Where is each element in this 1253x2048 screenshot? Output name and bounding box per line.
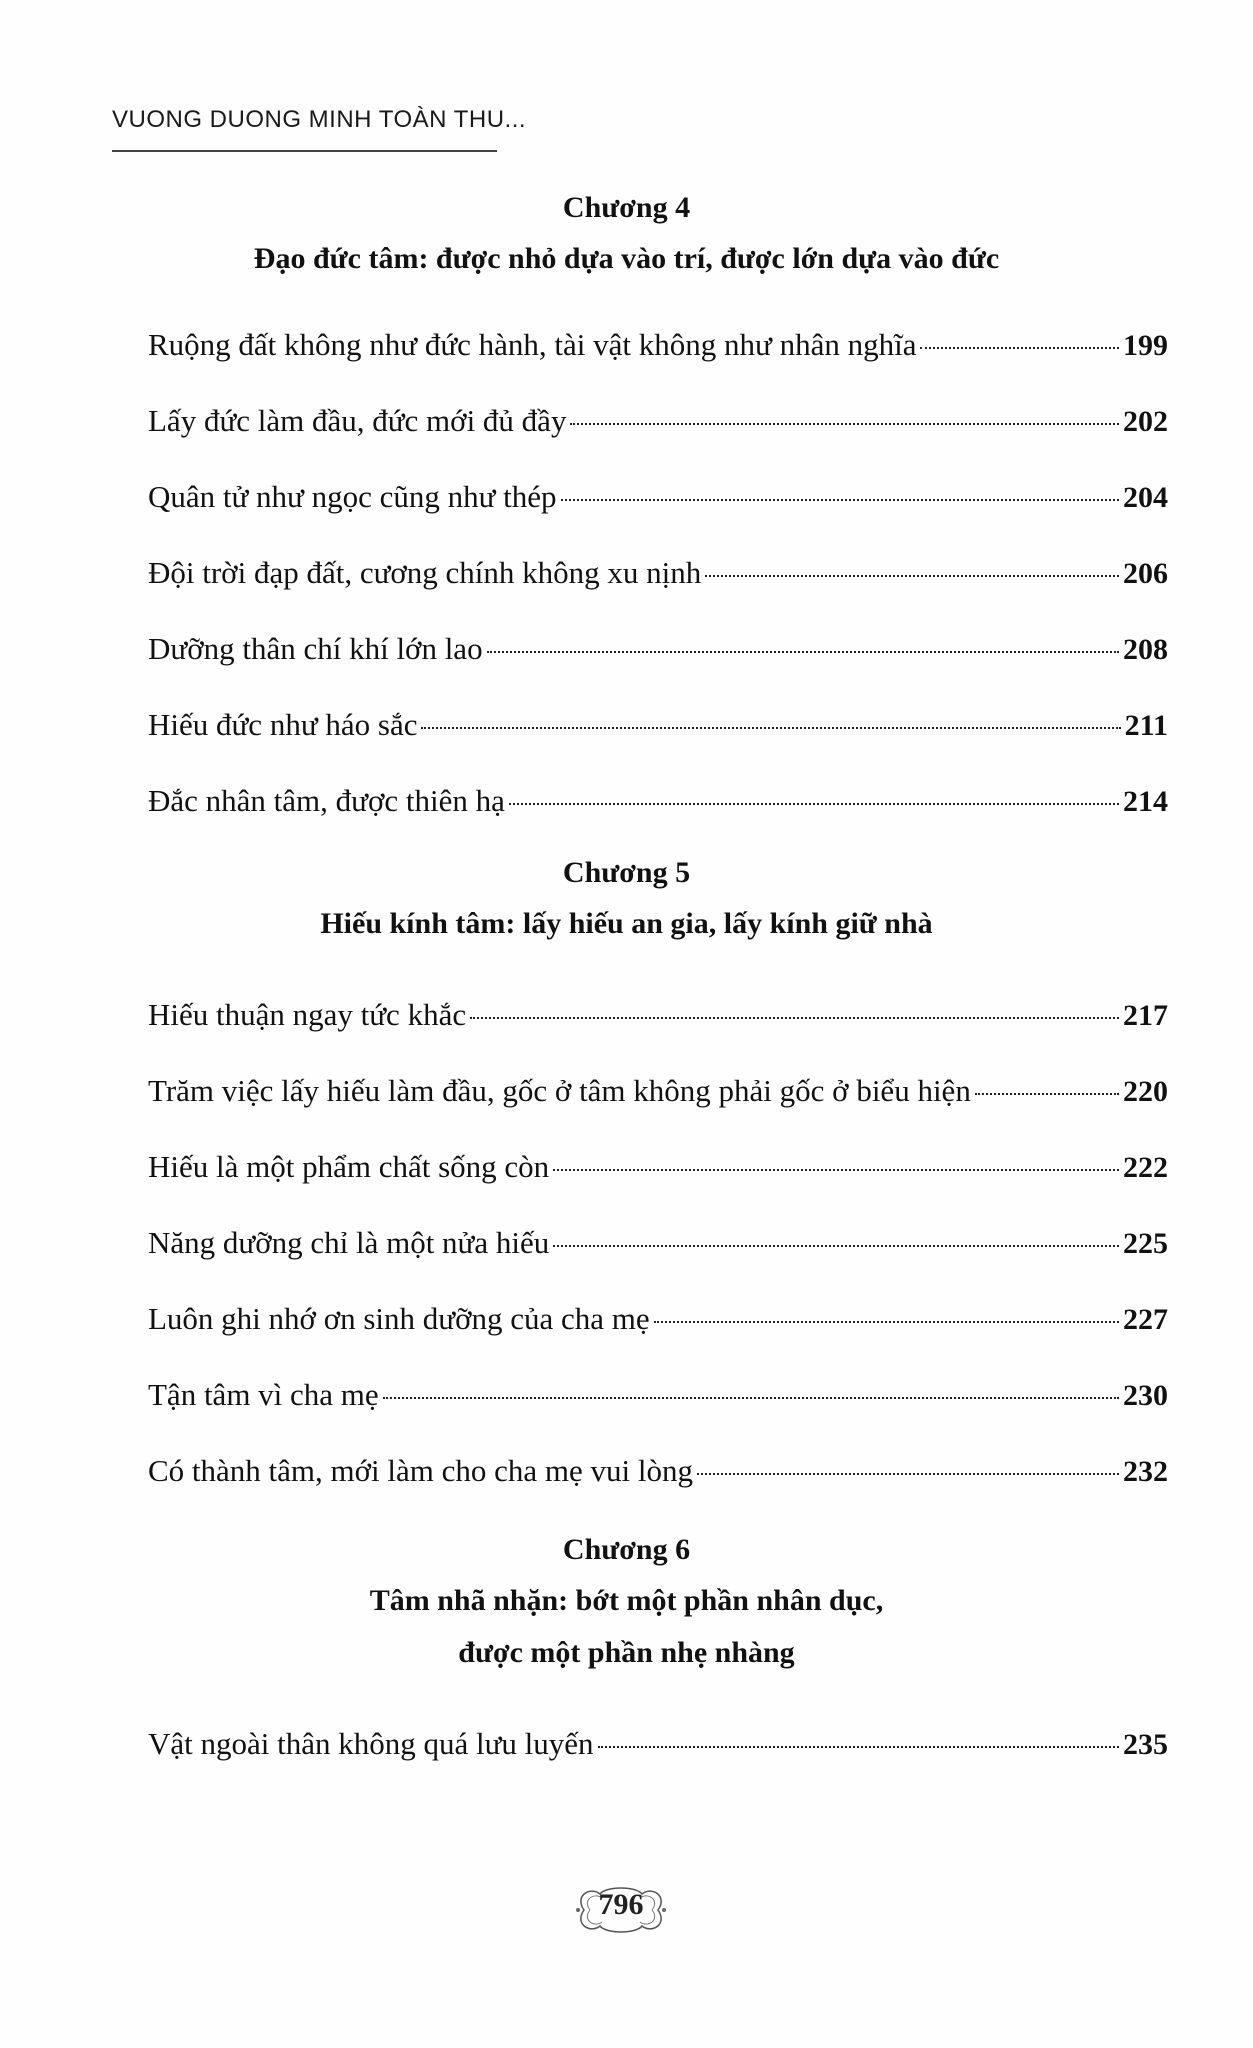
- toc-entry-title: Ruộng đất không như đức hành, tài vật không như nhân nghĩa: [148, 327, 917, 362]
- toc-entry-title: Hiếu đức như háo sắc: [148, 707, 418, 742]
- dot-leader: [975, 1093, 1119, 1095]
- chapter-number: Chương 5: [562, 856, 691, 889]
- toc-entry-title: Có thành tâm, mới làm cho cha mẹ vui lòng: [148, 1453, 694, 1488]
- dot-leader: [421, 727, 1120, 729]
- dot-leader: [697, 1473, 1119, 1475]
- toc-entry-title: Tận tâm vì cha mẹ: [148, 1377, 379, 1412]
- toc-entry[interactable]: [148, 315, 1168, 391]
- dot-leader: [920, 347, 1119, 349]
- dot-leader: [487, 651, 1119, 653]
- chapter-5-entries: [148, 985, 1168, 1517]
- toc-entry-title: Trăm việc lấy hiếu làm đầu, gốc ở tâm không phải gốc ở biểu hiện: [148, 1073, 971, 1108]
- dot-leader: [553, 1169, 1119, 1171]
- chapter-title-continued: được một phần nhẹ nhàng: [458, 1636, 795, 1669]
- toc-entry-page: 208: [1123, 633, 1168, 666]
- toc-entry-title: Vật ngoài thân không quá lưu luyến: [148, 1726, 594, 1761]
- chapter-6-entries: [148, 1714, 1168, 1790]
- toc-entry-page: 232: [1123, 1455, 1168, 1488]
- toc-entry[interactable]: [148, 985, 1168, 1061]
- toc-entry-title: Lấy đức làm đầu, đức mới đủ đầy: [148, 403, 567, 438]
- toc-entry[interactable]: [148, 391, 1168, 467]
- toc-entry[interactable]: [148, 543, 1168, 619]
- toc-entry-page: 199: [1123, 329, 1168, 362]
- toc-entry-page: 227: [1123, 1303, 1168, 1336]
- dot-leader: [509, 803, 1119, 805]
- chapter-number: Chương 6: [562, 1533, 691, 1566]
- toc-entry-page: 220: [1123, 1075, 1168, 1108]
- chapter-6-heading: [0, 1525, 1253, 1679]
- toc-entry[interactable]: [148, 771, 1168, 847]
- toc-entry[interactable]: [148, 619, 1168, 695]
- toc-entry-title: Năng dưỡng chỉ là một nửa hiếu: [148, 1225, 550, 1260]
- toc-entry-page: 204: [1123, 481, 1168, 514]
- toc-entry-page: 235: [1123, 1728, 1168, 1761]
- chapter-title: Hiếu kính tâm: lấy hiếu an gia, lấy kính giữ nhà: [320, 907, 933, 940]
- chapter-title: Đạo đức tâm: được nhỏ dựa vào trí, được lớn dựa vào đức: [253, 242, 1000, 275]
- dot-leader: [553, 1245, 1119, 1247]
- chapter-number: Chương 4: [562, 191, 691, 224]
- running-header: VUONG DUONG MINH TOÀN THU...: [112, 106, 527, 133]
- toc-entry-title: Hiếu là một phẩm chất sống còn: [148, 1149, 550, 1184]
- toc-entry[interactable]: [148, 1441, 1168, 1517]
- page-number-folio: [566, 1882, 676, 1938]
- toc-entry[interactable]: [148, 1289, 1168, 1365]
- toc-entry-title: Luôn ghi nhớ ơn sinh dưỡng của cha mẹ: [148, 1301, 650, 1336]
- toc-entry[interactable]: [148, 1714, 1168, 1790]
- dot-leader: [598, 1746, 1119, 1748]
- toc-entry-title: Đội trời đạp đất, cương chính không xu nịnh: [148, 555, 702, 590]
- toc-entry[interactable]: [148, 467, 1168, 543]
- dot-leader: [383, 1397, 1119, 1399]
- chapter-5-heading: [0, 848, 1253, 950]
- toc-entry-page: 211: [1124, 709, 1168, 742]
- chapter-4-entries: [148, 315, 1168, 847]
- toc-entry-page: 217: [1123, 999, 1168, 1032]
- chapter-title: Tâm nhã nhặn: bớt một phần nhân dục,: [369, 1584, 884, 1617]
- toc-entry-title: Đắc nhân tâm, được thiên hạ: [148, 783, 505, 818]
- toc-entry-page: 230: [1123, 1379, 1168, 1412]
- toc-entry-title: Dưỡng thân chí khí lớn lao: [148, 631, 483, 666]
- toc-entry-page: 202: [1123, 405, 1168, 438]
- toc-entry-title: Quân tử như ngọc cũng như thép: [148, 479, 557, 514]
- dot-leader: [561, 499, 1119, 501]
- chapter-4-heading: [0, 183, 1253, 285]
- page-number: 796: [598, 1888, 644, 1921]
- toc-entry[interactable]: [148, 1137, 1168, 1213]
- toc-entry[interactable]: [148, 1213, 1168, 1289]
- dot-leader: [470, 1017, 1119, 1019]
- toc-entry-page: 222: [1123, 1151, 1168, 1184]
- dot-leader: [570, 423, 1119, 425]
- toc-entry-page: 206: [1123, 557, 1168, 590]
- toc-entry-page: 214: [1123, 785, 1168, 818]
- toc-entry-title: Hiếu thuận ngay tức khắc: [148, 997, 467, 1032]
- dot-leader: [705, 575, 1119, 577]
- header-rule: [112, 150, 497, 152]
- toc-entry[interactable]: [148, 1365, 1168, 1441]
- toc-entry[interactable]: [148, 1061, 1168, 1137]
- toc-entry-page: 225: [1123, 1227, 1168, 1260]
- toc-entry[interactable]: [148, 695, 1168, 771]
- dot-leader: [654, 1321, 1119, 1323]
